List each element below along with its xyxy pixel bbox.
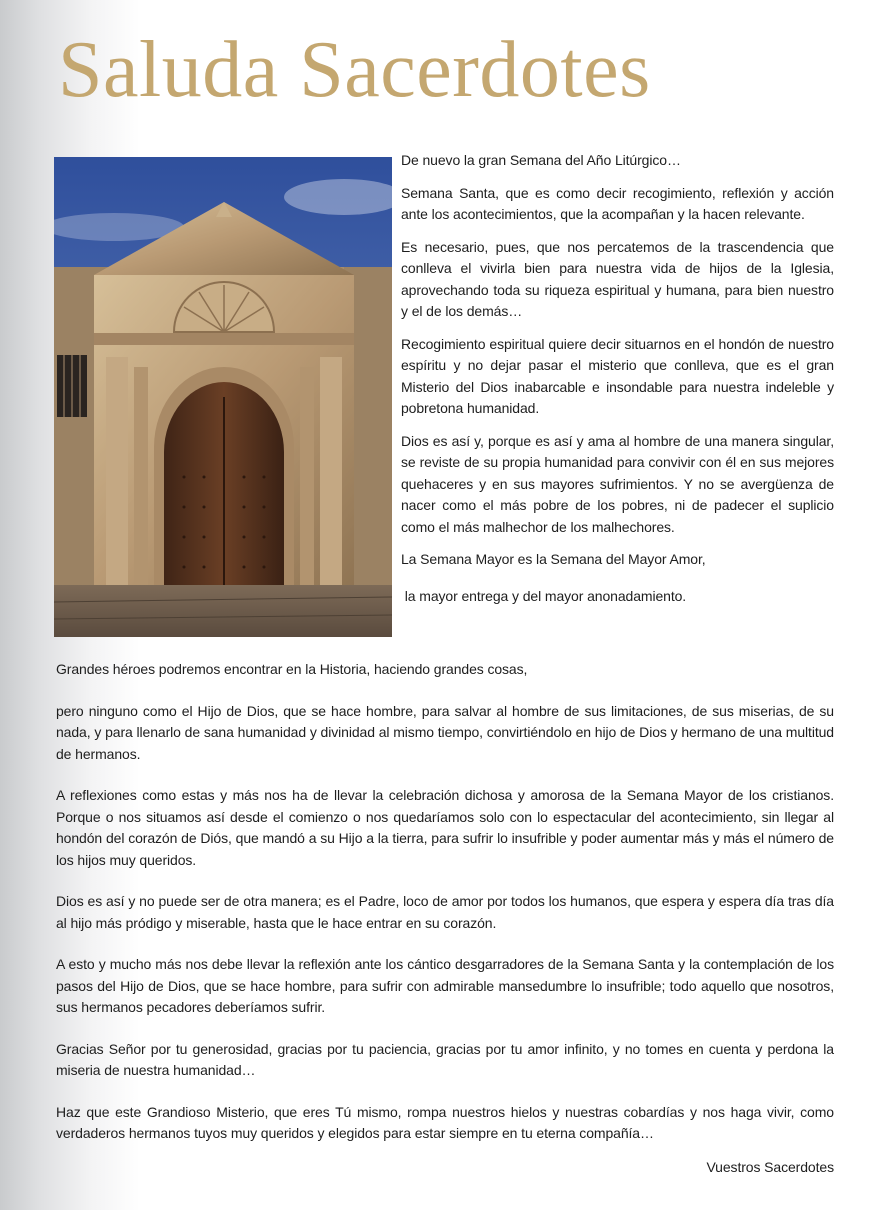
paragraph: Recogimiento espiritual quiere decir situarnos en el hondón de nuestro espíritu y no dejar pasar el misterio que conlleva, que es el gran Misterio del Dios inabarcable e insondable para nuestra indeleble y pobretona humanidad.: [401, 335, 834, 416]
paragraph: pero ninguno como el Hijo de Dios, que se hace hombre, para salvar al hombre de sus limitaciones, de sus miserias, de su nada, y para llenarlo de sana humanidad y divinidad al mismo tiempo, convirtiéndolo en hijo de Dios y hermano de una multitud de hermanos.: [56, 702, 834, 762]
paragraph: Dios es así y, porque es así y ama al hombre de una manera singular, se reviste de su propia humanidad para convivir con él en sus mejores quehaceres y en sus mayores sufrimientos. Y no se avergüenza de nacer como el más pobre de los pobres, ni de padecer el suplicio como el más malhechor de los malhechores.: [401, 432, 834, 535]
side-text-column: [401, 150, 834, 618]
paragraph: La Semana Mayor es la Semana del Mayor Amor,: [401, 551, 706, 567]
paragraph: A reflexiones como estas y más nos ha de llevar la celebración dichosa y amorosa de la Semana Mayor de los cristianos. Porque o nos situamos así desde el comienzo o nos quedaríamos solo con lo espectacular del acontecimiento, sin llegar al hondón del corazón de Diós, que mandó a su Hijo a la tierra, para sufrir lo insufrible y poder aumentar más y más el número de los hijos muy queridos.: [56, 787, 834, 868]
paragraph: Semana Santa, que es como decir recogimiento, reflexión y acción ante los acontecimientos, que la acompañan y la hacen relevante.: [401, 184, 834, 222]
paragraph: Dios es así y no puede ser de otra manera; es el Padre, loco de amor por todos los humanos, que espera y espera día tras día al hijo más pródigo y miserable, hasta que le hace entrar en su corazón.: [56, 893, 834, 931]
paragraph: A esto y mucho más nos debe llevar la reflexión ante los cántico desgarradores de la Semana Santa y la contemplación de los pasos del Hijo de Dios, que se hace hombre, para sufrir con admirable mansedumbre lo insufrible; todo aquello que nosotros, sus hermanos pecadores deberíamos sufrir.: [56, 956, 834, 1015]
paragraph: Gracias Señor por tu generosidad, gracias por tu paciencia, gracias por tu amor infinito, y no tomes en cuenta y perdona la miseria de nuestra humanidad…: [56, 1040, 834, 1078]
paragraph: Haz que este Grandioso Misterio, que eres Tú mismo, rompa nuestros hielos y nuestras cobardías y nos haga vivir, como verdaderos hermanos tuyos muy queridos y elegidos para estar siempre en tu eterna compañía…: [56, 1103, 834, 1141]
paragraph: Es necesario, pues, que nos percatemos de la trascendencia que conlleva el vivirla bien para nuestra vida de hijos de la Iglesia, aprovechando toda su riqueza espiritual y humana, para bien nuestro y el de los demás…: [401, 238, 834, 319]
church-portal-photo: [54, 157, 392, 637]
paragraph: Grandes héroes podremos encontrar en la Historia, haciendo grandes cosas,: [56, 661, 528, 677]
main-text-column: [56, 659, 834, 1165]
signature: Vuestros Sacerdotes: [706, 1159, 834, 1175]
page-title: Saluda Sacerdotes: [58, 26, 651, 114]
paragraph: De nuevo la gran Semana del Año Litúrgico…: [401, 152, 681, 168]
paragraph: la mayor entrega y del mayor anonadamiento.: [401, 587, 687, 604]
